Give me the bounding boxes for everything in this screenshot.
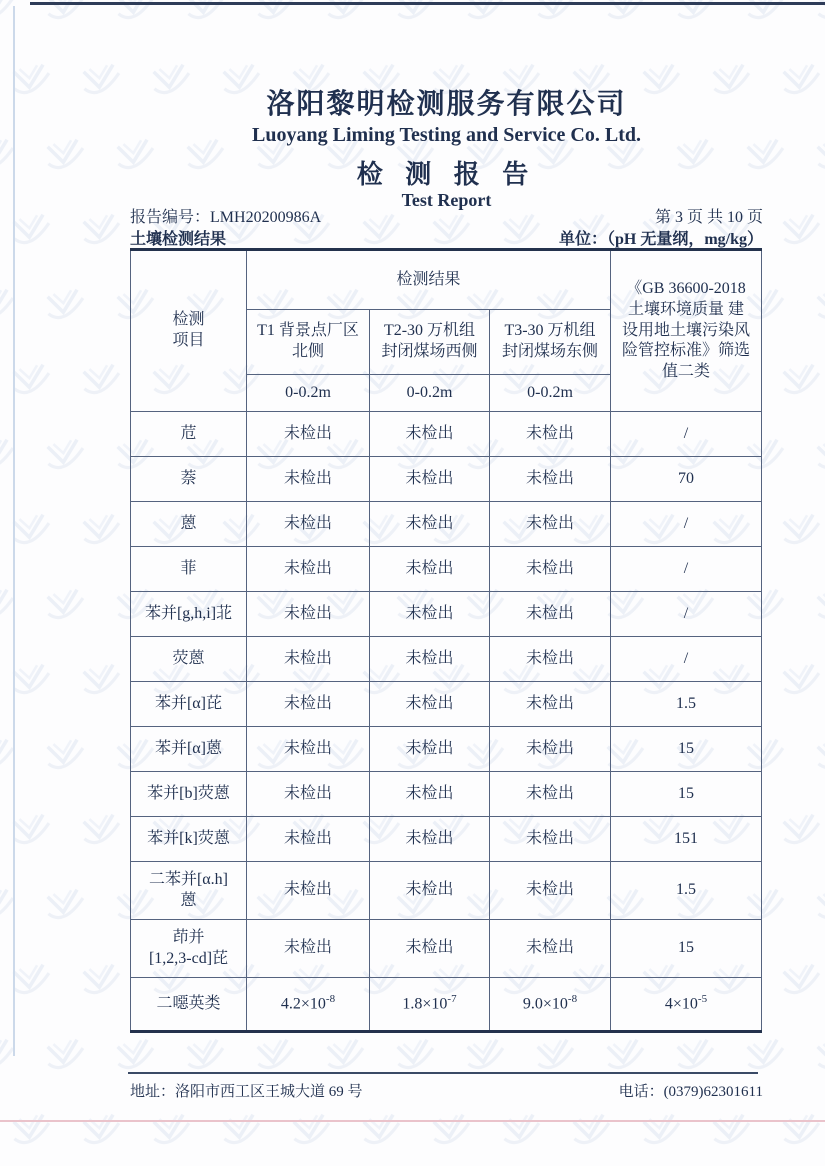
standard-value-cell: /: [611, 502, 762, 547]
standard-value-cell: 151: [611, 817, 762, 862]
depth-cell: 0-0.2m: [490, 375, 611, 412]
result-cell: 未检出: [370, 817, 490, 862]
item-name: 苯并[b]荧蒽: [147, 784, 230, 802]
standard-header-line: 土壤环境质量 建: [627, 300, 744, 318]
scientific-exponent: -7: [447, 993, 457, 1006]
result-cell: 未检出: [247, 502, 370, 547]
scientific-exponent: -5: [697, 993, 708, 1006]
table-row: [131, 502, 762, 547]
result-cell: 未检出: [490, 547, 611, 592]
result-cell: 未检出: [247, 817, 370, 862]
standard-column-header: [611, 250, 762, 412]
item-name-cell: [131, 457, 247, 502]
item-name: [1,2,3-cd]芘: [148, 949, 229, 967]
result-cell: 未检出: [370, 727, 490, 772]
table-row: [131, 772, 762, 817]
footer-divider: [128, 1072, 758, 1074]
item-name-cell: [131, 592, 247, 637]
meta-row-report-no: [130, 204, 763, 227]
footer: [130, 1080, 763, 1101]
section-title: 土壤检测结果: [130, 231, 227, 248]
scientific-exponent: -8: [325, 993, 336, 1006]
item-name: 蒽: [180, 891, 197, 909]
standard-header-line: 值二类: [661, 363, 710, 381]
result-cell: 未检出: [247, 920, 370, 978]
result-cell: 未检出: [370, 772, 490, 817]
result-cell: 未检出: [247, 862, 370, 920]
table-row: [131, 817, 762, 862]
result-cell: 未检出: [490, 412, 611, 457]
item-name-cell: [131, 637, 247, 682]
footer-address: 地址：洛阳市西工区王城大道 69 号: [130, 1084, 363, 1100]
item-name: 二噁英类: [156, 994, 221, 1012]
site-header-t1: [247, 310, 370, 375]
item-name-cell: [131, 978, 247, 1032]
report-number-value: LMH20200986A: [210, 209, 322, 226]
scientific-base: 4.2×10: [280, 995, 326, 1013]
result-cell: 未检出: [247, 682, 370, 727]
company-name-en: Luoyang Liming Testing and Service Co. Ltd.: [252, 124, 641, 146]
result-cell: 未检出: [370, 862, 490, 920]
result-cell: 未检出: [247, 547, 370, 592]
result-cell: 未检出: [370, 457, 490, 502]
item-name: 萘: [180, 469, 197, 487]
result-cell: 未检出: [490, 772, 611, 817]
result-cell: 未检出: [370, 682, 490, 727]
item-name-cell: [131, 682, 247, 727]
report-title-en: Test Report: [401, 190, 492, 210]
result-cell: 未检出: [490, 592, 611, 637]
result-cell: 未检出: [247, 727, 370, 772]
result-cell: 未检出: [490, 920, 611, 978]
item-name-cell: [131, 772, 247, 817]
standard-value-cell: 70: [611, 457, 762, 502]
result-cell: 未检出: [370, 547, 490, 592]
scientific-exponent: -8: [567, 993, 578, 1006]
table-row: [131, 547, 762, 592]
item-name: 苯并[α]芘: [154, 694, 223, 712]
item-name: 苊: [180, 424, 197, 442]
result-cell: 未检出: [490, 727, 611, 772]
table-row: [131, 920, 762, 978]
report-number: [130, 204, 321, 227]
depth-cell: 0-0.2m: [247, 375, 370, 412]
site-header-line: 封闭煤场东侧: [501, 343, 598, 360]
site-header-t3: [490, 310, 611, 375]
table-row-dioxins: [131, 978, 762, 1032]
standard-value-cell: /: [611, 592, 762, 637]
result-cell: 未检出: [490, 502, 611, 547]
table-header-group-row: [131, 250, 762, 310]
scientific-base: 9.0×10: [522, 995, 568, 1013]
result-cell: 未检出: [490, 682, 611, 727]
report-number-label: 报告编号：: [130, 209, 211, 226]
result-cell: 未检出: [490, 862, 611, 920]
standard-value-cell: /: [611, 412, 762, 457]
meta-row-section: [130, 226, 763, 249]
item-name-cell: [131, 727, 247, 772]
table-row: [131, 862, 762, 920]
table-row: [131, 682, 762, 727]
item-name-cell: [131, 862, 247, 920]
result-cell: 未检出: [247, 592, 370, 637]
item-name: 菲: [180, 559, 197, 577]
result-cell: 未检出: [247, 412, 370, 457]
table-row: [131, 457, 762, 502]
site-header-line: T1 背景点厂区: [257, 322, 359, 340]
item-name: 蒽: [180, 514, 197, 532]
scientific-base: 4×10: [664, 995, 698, 1013]
table-row: [131, 637, 762, 682]
table-row: [131, 412, 762, 457]
item-name: 苯并[α]蒽: [154, 739, 223, 757]
unit-note: 单位：（pH 无量纲，mg/kg）: [558, 231, 763, 248]
item-header-line: 检测: [172, 311, 205, 329]
result-cell: 未检出: [370, 502, 490, 547]
result-cell: 未检出: [490, 457, 611, 502]
standard-value-cell: [611, 978, 762, 1032]
site-header-line: T2-30 万机组: [383, 322, 476, 340]
standard-value-cell: 1.5: [611, 862, 762, 920]
item-name-cell: [131, 547, 247, 592]
standard-header-line: 设用地土壤污染风: [621, 321, 750, 339]
standard-value-cell: 1.5: [611, 682, 762, 727]
result-cell: 未检出: [247, 457, 370, 502]
result-cell: 未检出: [370, 412, 490, 457]
company-name-cn: 洛阳黎明检测服务有限公司: [266, 89, 627, 120]
result-cell: [247, 978, 370, 1032]
site-header-t2: [370, 310, 490, 375]
report-title-cn: 检 测 报 告: [356, 160, 537, 189]
depth-cell: 0-0.2m: [370, 375, 490, 412]
standard-value-cell: 15: [611, 727, 762, 772]
item-name: 苯并[g,h,i]苝: [144, 604, 233, 622]
standard-value-cell: /: [611, 547, 762, 592]
result-cell: [370, 978, 490, 1032]
footer-phone: 电话：(0379)62301611: [618, 1084, 763, 1100]
result-cell: 未检出: [490, 817, 611, 862]
item-column-header: [131, 250, 247, 412]
result-cell: 未检出: [247, 637, 370, 682]
site-header-line: 北侧: [291, 343, 324, 360]
site-header-line: 封闭煤场西侧: [381, 343, 478, 360]
standard-value-cell: /: [611, 637, 762, 682]
result-cell: 未检出: [370, 920, 490, 978]
result-cell: 未检出: [490, 637, 611, 682]
standard-header-line: 险管控标准》筛选: [621, 342, 750, 360]
standard-value-cell: 15: [611, 920, 762, 978]
item-name-cell: [131, 817, 247, 862]
results-group-header: 检测结果: [247, 250, 611, 310]
result-cell: 未检出: [247, 772, 370, 817]
standard-header-line: 《GB 36600-2018: [626, 280, 746, 297]
item-name: 茚并: [172, 928, 205, 946]
page-indicator: 第 3 页 共 10 页: [654, 209, 763, 226]
item-name-cell: [131, 920, 247, 978]
item-header-line: 项目: [172, 332, 205, 349]
result-cell: 未检出: [370, 637, 490, 682]
table-row: [131, 727, 762, 772]
scientific-base: 1.8×10: [402, 995, 448, 1013]
item-name: 苯并[k]荧蒽: [147, 829, 230, 847]
result-cell: 未检出: [370, 592, 490, 637]
item-name-cell: [131, 502, 247, 547]
site-header-line: T3-30 万机组: [504, 322, 596, 340]
item-name-cell: [131, 412, 247, 457]
standard-value-cell: 15: [611, 772, 762, 817]
result-cell: [490, 978, 611, 1032]
item-name: 荧蒽: [172, 649, 205, 667]
soil-results-table: [130, 248, 762, 1033]
table-row: [131, 592, 762, 637]
item-name: 二苯并[α.h]: [148, 870, 229, 888]
